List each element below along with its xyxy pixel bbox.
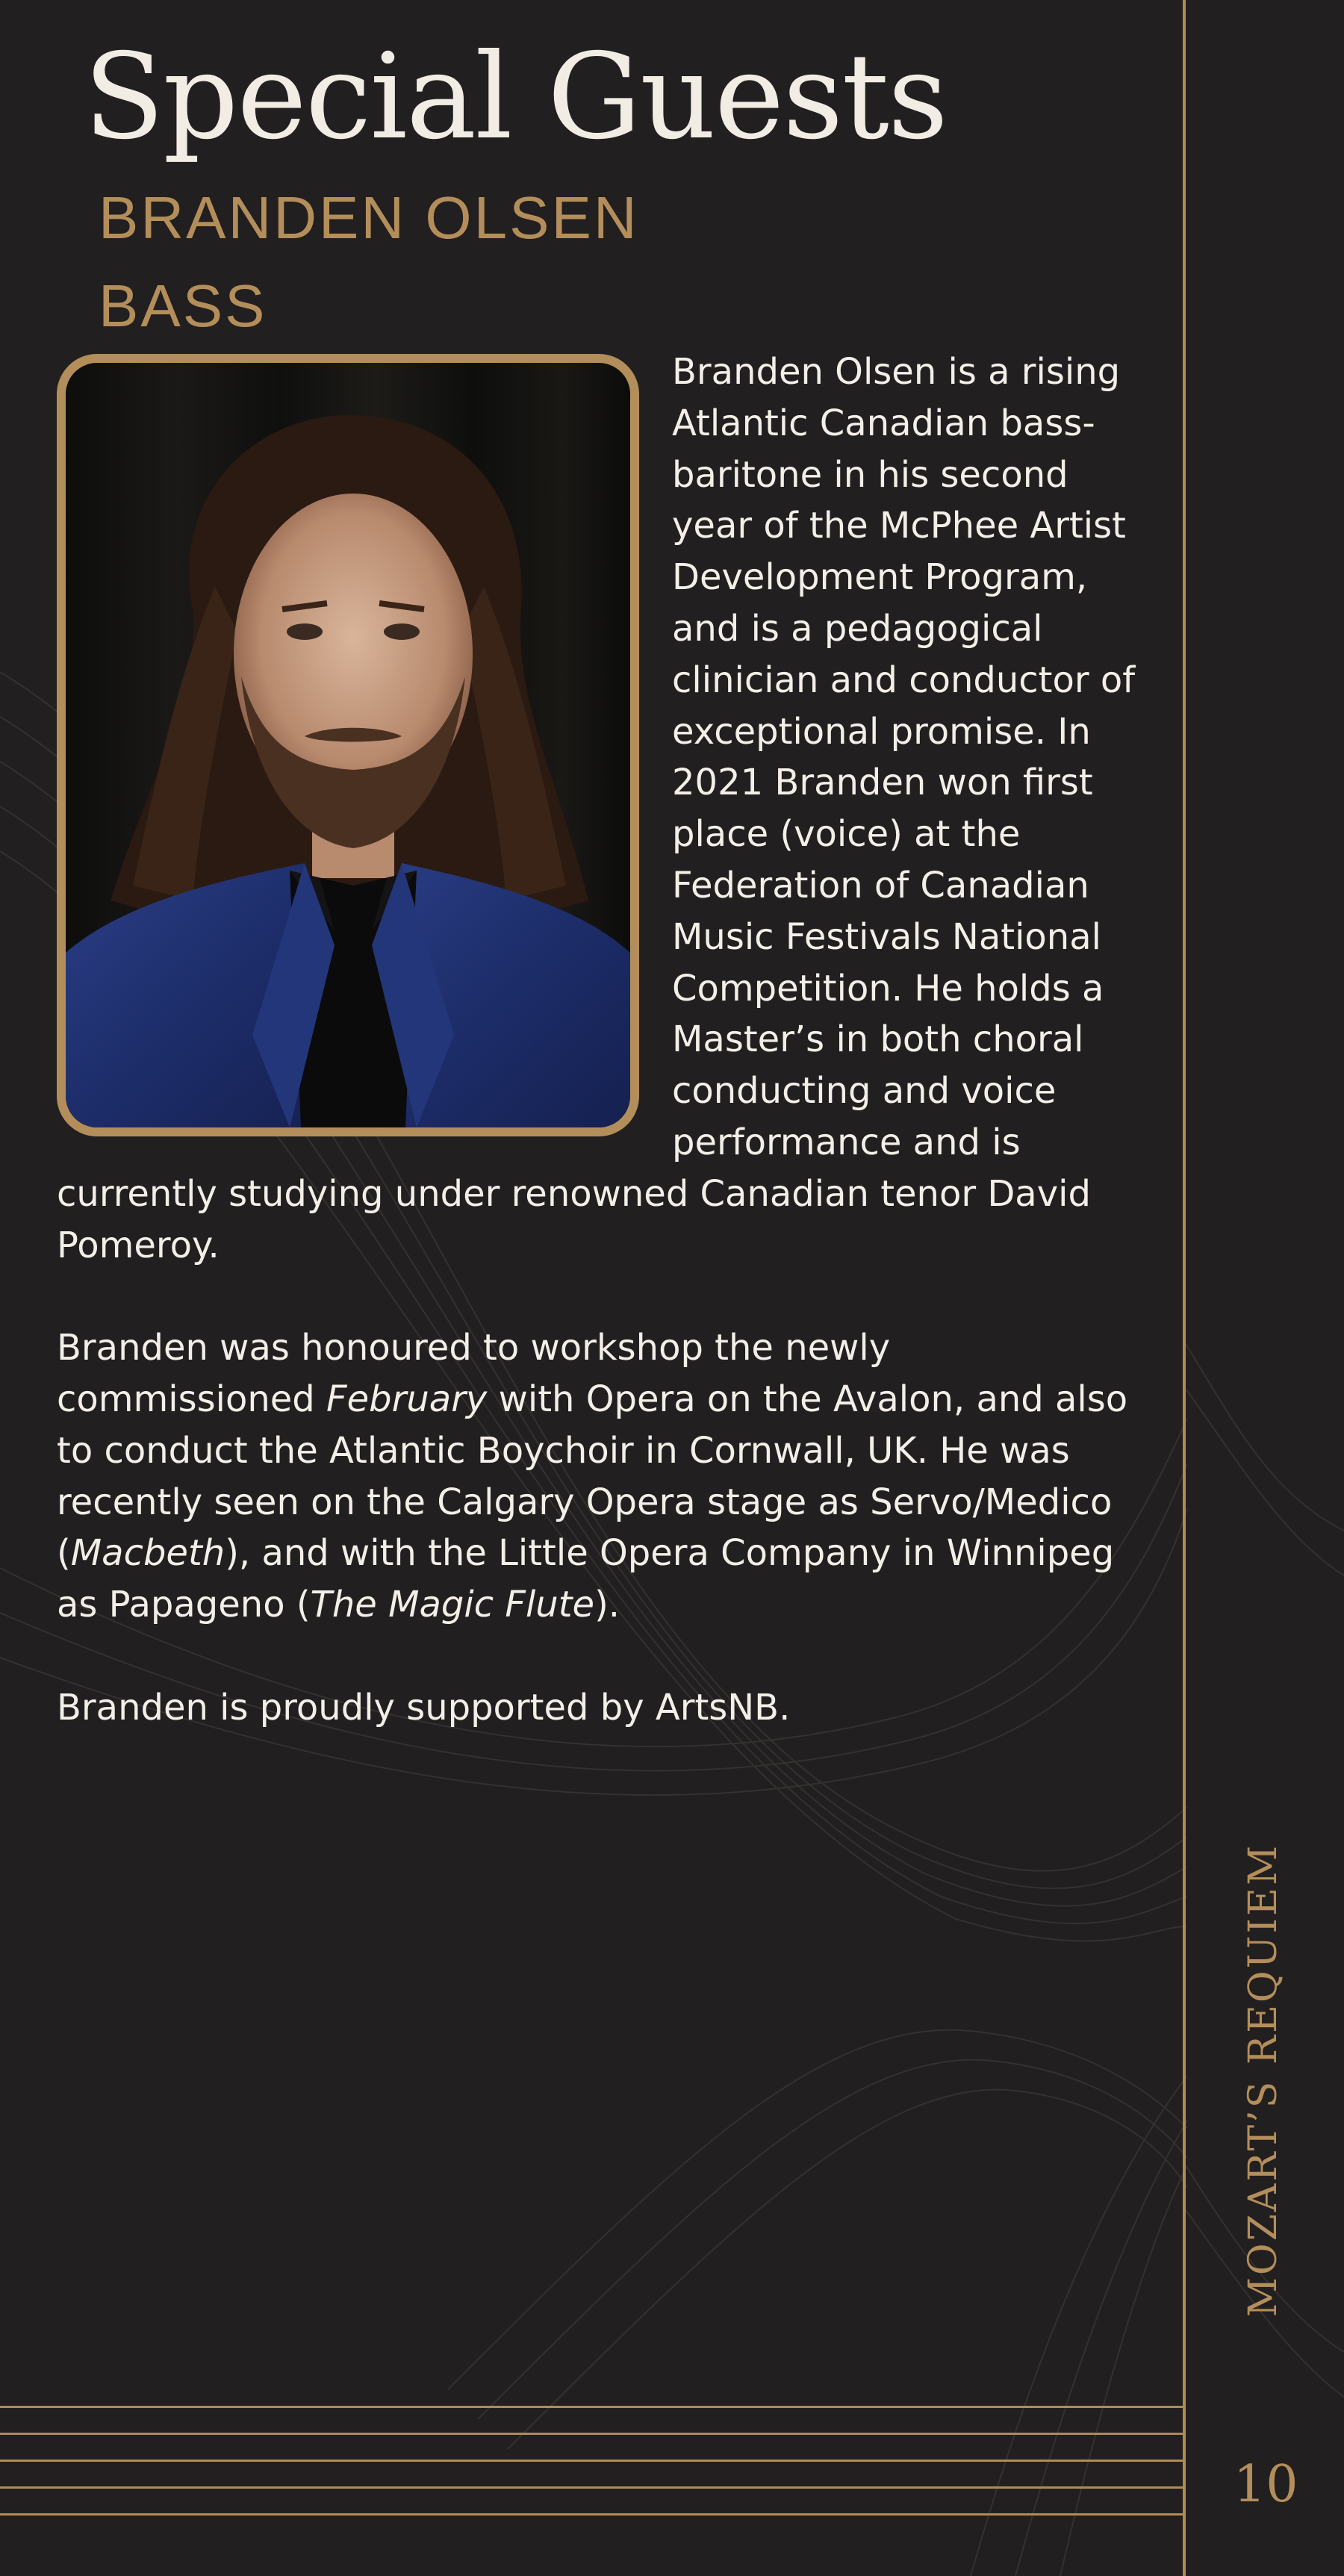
running-head-program-title: MOZART’S REQUIEM <box>1241 1843 1286 2318</box>
bio-text: Branden was honoured to workshop the newly commissioned <box>57 1327 891 1420</box>
horizontal-gold-rule <box>0 2486 1184 2489</box>
page-number: 10 <box>1233 2455 1298 2514</box>
photo-wrap-spacer <box>57 346 672 1160</box>
page-title: Special Guests <box>84 28 947 166</box>
bio-text: with Opera on the Avalon, and also to conduct the Atlantic Boychoir in Cornwall, UK. He was recently seen on the Calgary Opera stage as Servo/Medico ( <box>57 1378 1128 1575</box>
bio-paragraph-1: Branden Olsen is a rising Atlantic Canadian bass-baritone in his second year of the McPhee Artist Development Program, and is a pedagogical clinician and conductor of exceptional promise. In 2021 Branden won first place (voice) at the Federation of Canadian Music Festivals National Competition. He holds a Master’s in both choral conducting and voice performance and is currently studying under renowned Canadian tenor David Pomeroy. <box>57 351 1136 1266</box>
horizontal-gold-rule <box>0 2513 1184 2516</box>
bio-text: ). <box>594 1584 620 1626</box>
work-title-february: February <box>326 1378 488 1420</box>
horizontal-gold-rule <box>0 2433 1184 2435</box>
horizontal-gold-rule <box>0 2406 1184 2408</box>
bio-text: ), and with the Little Opera Company in Winnipeg as Papageno ( <box>57 1532 1115 1626</box>
vertical-gold-rule <box>1183 0 1186 2576</box>
work-title-macbeth: Macbeth <box>70 1532 225 1575</box>
bio-paragraph-3: Branden is proudly supported by ArtsNB. <box>57 1686 791 1729</box>
bio-paragraph-2 <box>57 1322 1147 1631</box>
guest-voice-type: BASS <box>99 273 267 339</box>
guest-biography <box>57 346 1147 1785</box>
guest-name: BRANDEN OLSEN <box>99 184 639 251</box>
horizontal-gold-rule <box>0 2460 1184 2462</box>
work-title-magic-flute: The Magic Flute <box>310 1584 595 1626</box>
